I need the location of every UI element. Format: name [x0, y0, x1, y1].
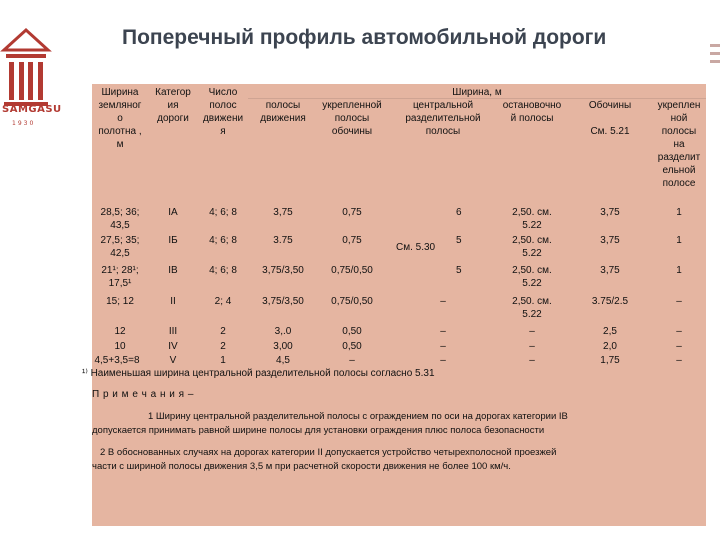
cell-lanes-count: 4; 6; 8 — [209, 207, 237, 218]
cell-reinforced-shoulder: 0,50 — [342, 326, 362, 337]
cell-lanes-count: 4; 6; 8 — [209, 235, 237, 246]
table-row: 27,5; 35; 42,5 — [100, 235, 140, 259]
cell-lanes-count: 2 — [220, 326, 226, 337]
cell-reinforced-shoulder: 0,75/0,50 — [331, 265, 373, 276]
page-title: Поперечный профиль автомобильной дороги — [122, 26, 607, 49]
cell-median: – — [440, 296, 446, 307]
cell-stop-lane: 2,50. см. 5.22 — [512, 235, 552, 259]
cell-lanes-count: 2 — [220, 341, 226, 352]
cell-reinforced-median: – — [676, 355, 682, 366]
cell-reinforced-shoulder: 0,75 — [342, 235, 362, 246]
cell-median: – — [440, 326, 446, 337]
header-lanes: полосы движения — [260, 100, 306, 124]
header-reinforced-median: укреплен ной полосы на разделит ельной полосе — [657, 100, 701, 189]
cell-reinforced-shoulder: – — [349, 355, 355, 366]
cell-shoulder: 2,0 — [603, 341, 617, 352]
logo-wordmark: SAMGASU — [2, 104, 62, 115]
cell-shoulder: 2,5 — [603, 326, 617, 337]
table-row: 12 — [114, 326, 126, 337]
table-row: 28,5; 36; 43,5 — [100, 207, 140, 231]
cell-lanes: 3,00 — [273, 341, 293, 352]
cell-median: – — [440, 341, 446, 352]
cell-shoulder: 3.75/2.5 — [591, 296, 629, 307]
cell-stop-lane: – — [529, 326, 535, 337]
cell-category: IB — [168, 265, 178, 276]
cell-reinforced-shoulder: 0,75 — [342, 207, 362, 218]
cell-reinforced-median: 1 — [676, 265, 682, 276]
cell-lanes: 4,5 — [276, 355, 290, 366]
cell-median: 5 — [456, 265, 462, 276]
cell-lanes: 3.75 — [273, 235, 293, 246]
cell-lanes: 3,75/3,50 — [262, 296, 304, 307]
header-reinforced-shoulder: укрепленной полосы обочины — [322, 100, 382, 137]
table-row: 15; 12 — [106, 296, 134, 307]
table-row: 21¹; 28¹; 17,5¹ — [101, 265, 139, 289]
table-row: 10 — [114, 341, 126, 352]
cell-reinforced-shoulder: 0,75/0,50 — [331, 296, 373, 307]
cell-median: 6 — [456, 207, 462, 218]
table-row: 4,5+3,5=8 — [94, 355, 140, 366]
header-width-group: Ширина, м — [452, 87, 502, 98]
header-shoulder: Обочины См. 5.21 — [588, 100, 632, 137]
cell-shoulder: 1,75 — [600, 355, 620, 366]
cell-reinforced-median: – — [676, 341, 682, 352]
median-reference: См. 5.30 — [396, 242, 436, 253]
note-2: 2 В обоснованных случаях на дорогах категории II допускается устройство четырехполосной проезжей части с шириной полосы движения 3,5 м при расчетной скорости движения не более 100 км/ч. — [92, 447, 557, 472]
note-1: 1 Ширину центральной разделительной полосы с ограждением по оси на дорогах категории IB допускается принимать равной ширине полосы для установки ограждения плюс полоса безопасности — [92, 411, 568, 436]
cell-shoulder: 3,75 — [600, 265, 620, 276]
cell-shoulder: 3,75 — [600, 235, 620, 246]
cell-stop-lane: 2,50. см. 5.22 — [512, 207, 552, 231]
cell-reinforced-median: – — [676, 296, 682, 307]
cell-lanes-count: 4; 6; 8 — [209, 265, 237, 276]
cell-stop-lane: 2,50. см. 5.22 — [512, 296, 552, 320]
header-median: центральной разделительной полосы — [405, 100, 481, 137]
cell-reinforced-median: – — [676, 326, 682, 337]
header-category: Категор ия дороги — [155, 87, 191, 124]
decorative-stripes — [710, 44, 720, 84]
cell-reinforced-shoulder: 0,50 — [342, 341, 362, 352]
cell-stop-lane: 2,50. см. 5.22 — [512, 265, 552, 289]
cell-lanes: 3,75/3,50 — [262, 265, 304, 276]
cell-category: IБ — [168, 235, 178, 246]
cell-category: IA — [168, 207, 178, 218]
cell-category: III — [168, 326, 178, 337]
cell-reinforced-median: 1 — [676, 207, 682, 218]
logo-year: 1930 — [12, 120, 36, 127]
cell-lanes-count: 2; 4 — [214, 296, 232, 307]
notes-heading: П р и м е ч а н и я – — [92, 389, 194, 400]
header-stop-lane: остановочно й полосы — [502, 100, 562, 124]
cell-lanes-count: 1 — [220, 355, 226, 366]
header-lanes-count: Число полос движени я — [202, 87, 244, 137]
cell-median: – — [440, 355, 446, 366]
cell-shoulder: 3,75 — [600, 207, 620, 218]
header-earthbed: Ширина земляног о полотна , м — [98, 87, 142, 150]
cell-stop-lane: – — [529, 355, 535, 366]
footnote: ¹⁾ Наименьшая ширина центральной разделительной полосы согласно 5.31 — [82, 368, 435, 379]
cell-median: 5 — [456, 235, 462, 246]
road-profile-table — [82, 84, 706, 526]
cell-category: IV — [168, 341, 178, 352]
cell-category: V — [169, 355, 177, 366]
cell-reinforced-median: 1 — [676, 235, 682, 246]
cell-lanes: 3,75 — [273, 207, 293, 218]
cell-lanes: 3,.0 — [274, 326, 292, 337]
cell-stop-lane: – — [529, 341, 535, 352]
cell-category: II — [170, 296, 176, 307]
